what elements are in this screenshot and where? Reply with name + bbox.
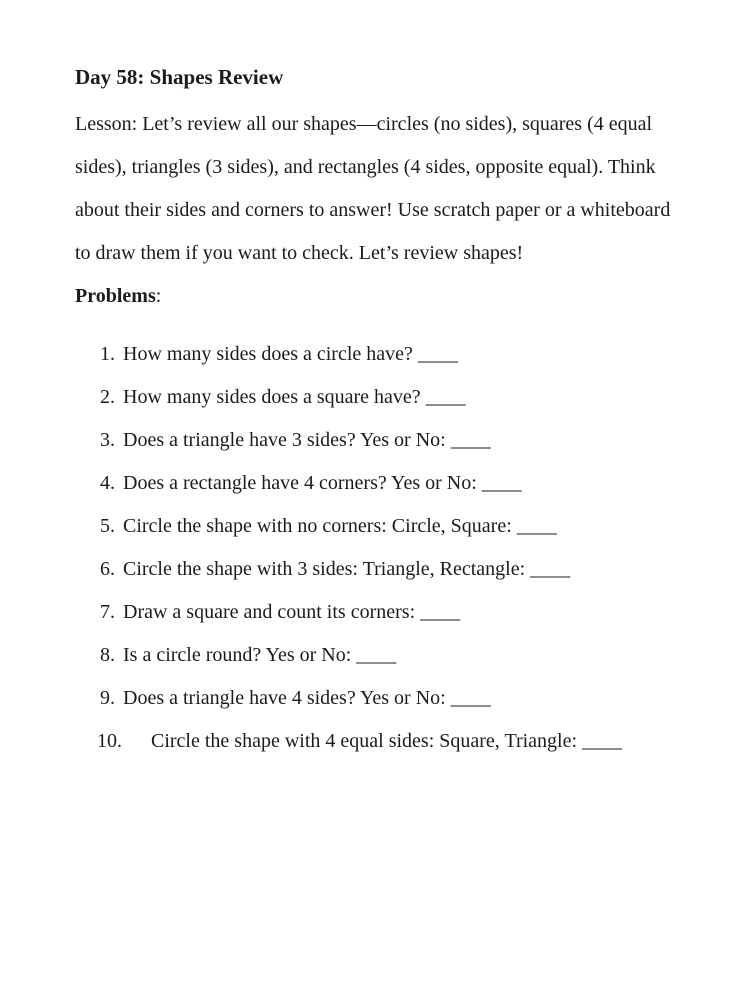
- answer-blank: ____: [425, 386, 466, 408]
- answer-blank: ____: [420, 601, 461, 623]
- problem-number: 8.: [100, 644, 115, 666]
- problems-heading-colon: :: [155, 285, 162, 307]
- problem-text: Is a circle round? Yes or No:: [123, 644, 352, 666]
- problem-item: [75, 720, 688, 763]
- answer-blank: ____: [582, 730, 623, 752]
- answer-blank: ____: [481, 472, 522, 494]
- problems-list: [75, 333, 688, 763]
- problem-text: Circle the shape with 3 sides: Triangle, Rectangle:: [123, 558, 526, 580]
- problem-item: [75, 376, 688, 419]
- problem-item: [75, 462, 688, 505]
- problem-number: 9.: [100, 687, 115, 709]
- problem-text: Circle the shape with 4 equal sides: Square, Triangle:: [151, 730, 578, 752]
- problem-number: 10.: [97, 730, 122, 752]
- problem-item: [75, 677, 688, 720]
- problems-heading: [75, 275, 688, 318]
- problem-text: Does a triangle have 3 sides? Yes or No:: [123, 429, 446, 451]
- problem-item: [75, 634, 688, 677]
- problems-heading-label: Problems: [75, 285, 156, 307]
- problem-text: How many sides does a circle have?: [123, 343, 413, 365]
- answer-blank: ____: [417, 343, 458, 365]
- answer-blank: ____: [450, 429, 491, 451]
- problem-text: Draw a square and count its corners:: [123, 601, 416, 623]
- problem-text: Does a rectangle have 4 corners? Yes or No:: [123, 472, 477, 494]
- problem-item: [75, 505, 688, 548]
- document-title: Day 58: Shapes Review: [75, 65, 284, 89]
- problem-number: 4.: [100, 472, 115, 494]
- lesson-text: Lesson: Let’s review all our shapes—circles (no sides), squares (4 equal sides), triangles (3 sides), and rectangles (4 sides, opposite equal). Think about their sides and corners to answer! Use scratch paper or a whiteboard to draw them if you want to check. Let’s review shapes!: [75, 113, 671, 264]
- problem-number: 5.: [100, 515, 115, 537]
- problem-item: [75, 333, 688, 376]
- problem-number: 3.: [100, 429, 115, 451]
- answer-blank: ____: [530, 558, 571, 580]
- problem-text: How many sides does a square have?: [123, 386, 421, 408]
- problem-number: 1.: [100, 343, 115, 365]
- problem-number: 6.: [100, 558, 115, 580]
- problem-text: Does a triangle have 4 sides? Yes or No:: [123, 687, 446, 709]
- answer-blank: ____: [516, 515, 557, 537]
- problem-item: [75, 548, 688, 591]
- problem-number: 2.: [100, 386, 115, 408]
- problem-item: [75, 591, 688, 634]
- answer-blank: ____: [450, 687, 491, 709]
- problem-number: 7.: [100, 601, 115, 623]
- problem-item: [75, 419, 688, 462]
- problem-text: Circle the shape with no corners: Circle, Square:: [123, 515, 512, 537]
- answer-blank: ____: [356, 644, 397, 666]
